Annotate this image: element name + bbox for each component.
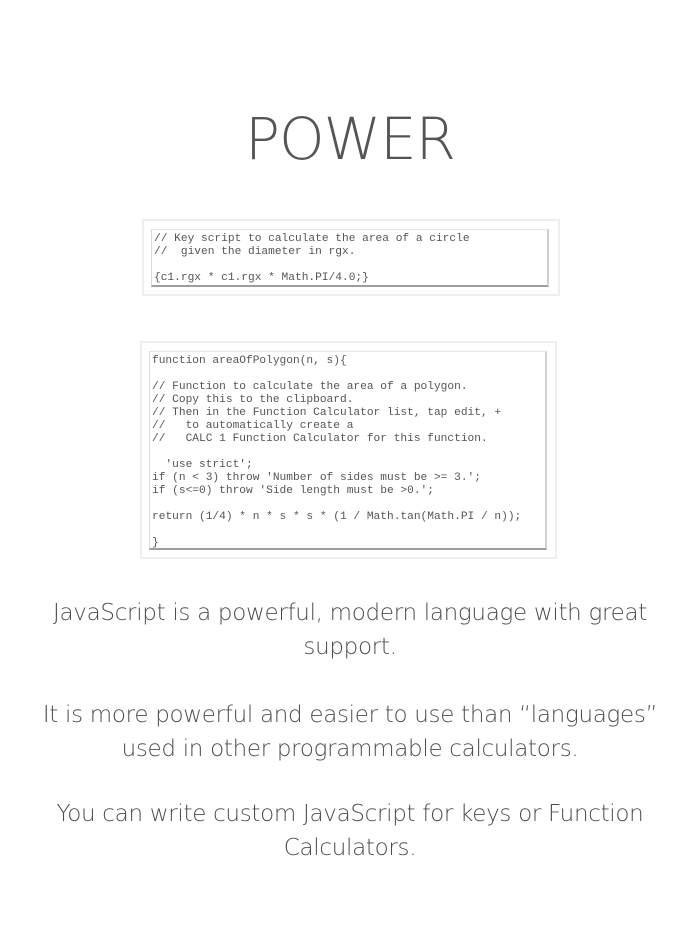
description-paragraph: You can write custom JavaScript for keys or Function Calculators. [56,801,644,861]
code-line [152,368,543,381]
code-line: // CALC 1 Function Calculator for this function. [152,433,488,445]
code-line: // Then in the Function Calculator list, tap edit, + [152,407,502,419]
code-line: return (1/4) * n * s * s * (1 / Math.tan(Math.PI / n)); [152,511,522,523]
code-line: // Key script to calculate the area of a circle [154,233,470,245]
description-paragraph: JavaScript is a powerful, modern language with great support. [53,600,647,660]
code-line: if (s<=0) throw 'Side length must be >0.'; [152,485,434,497]
code-line: // Copy this to the clipboard. [152,394,354,406]
code-line: // given the diameter in rgx. [154,246,356,258]
page-title: POWER [245,105,455,173]
code-line: function areaOfPolygon(n, s){ [152,355,347,367]
description-paragraph: It is more powerful and easier to use than “languages” used in other programmable calculators. [42,702,658,762]
code-line: {c1.rgx * c1.rgx * Math.PI/4.0;} [154,272,369,284]
code-line: // Function to calculate the area of a polygon. [152,381,468,393]
code-line: 'use strict'; [152,459,253,471]
code-sample-circle-area [151,229,549,287]
code-line: if (n < 3) throw 'Number of sides must be >= 3.'; [152,472,481,484]
code-sample-polygon-area [149,351,547,550]
code-line [152,446,543,459]
code-line [152,498,543,511]
code-line [154,259,545,272]
code-line: } [152,537,159,549]
code-line [152,524,543,537]
code-line: // to automatically create a [152,420,354,432]
